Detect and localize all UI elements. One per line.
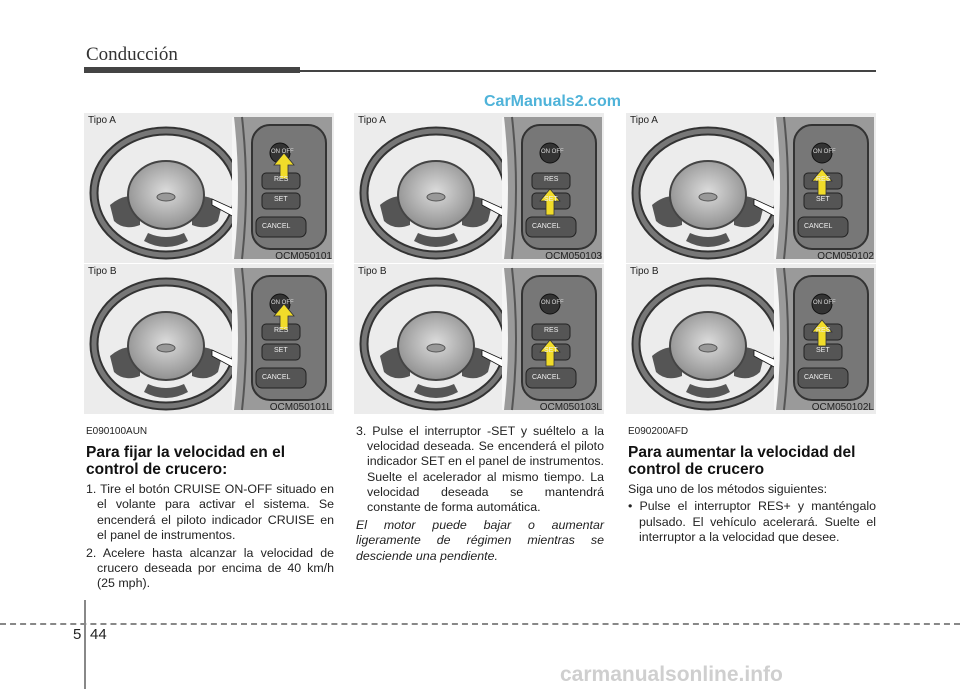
steering-wheel-illustration bbox=[84, 113, 334, 263]
left-column bbox=[86, 424, 334, 595]
figure-tipo-a-left bbox=[84, 113, 334, 263]
onoff-label: ON OFF bbox=[541, 149, 564, 155]
footer-divider bbox=[84, 600, 86, 689]
figure-type-label: Tipo A bbox=[630, 115, 658, 126]
res-label: RES bbox=[816, 327, 831, 334]
left-section-title: Para fijar la velocidad en el control de crucero: bbox=[86, 444, 286, 479]
site-watermark: carmanualsonline.info bbox=[560, 663, 783, 686]
figure-tipo-a-right bbox=[626, 113, 876, 263]
res-label: RES bbox=[544, 327, 559, 334]
figure-code: OCM050101 bbox=[275, 251, 332, 262]
onoff-label: ON OFF bbox=[541, 300, 564, 306]
right-intro: Siga uno de los métodos siguientes: bbox=[628, 482, 828, 497]
onoff-label: ON OFF bbox=[271, 149, 294, 155]
right-item-1: • Pulse el interruptor RES+ y manténgalo pulsado. El vehículo acelerará. Suelte el interruptor a la velocidad que desee. bbox=[628, 499, 876, 544]
section-number: 5 bbox=[73, 626, 82, 643]
figure-code: OCM050102L bbox=[811, 402, 874, 413]
figure-code: OCM050103L bbox=[539, 402, 602, 413]
steering-wheel-illustration bbox=[354, 264, 604, 414]
watermark-text: CarManuals2.com bbox=[484, 93, 621, 110]
mid-note: El motor puede bajar o aumentar ligeramente de régimen mientras se desciende una pendiente. bbox=[356, 518, 604, 563]
cancel-label: CANCEL bbox=[262, 223, 291, 230]
figure-tipo-b-right bbox=[626, 264, 876, 414]
onoff-label: ON OFF bbox=[271, 300, 294, 306]
page-number: 44 bbox=[90, 626, 107, 643]
mid-item-3: 3. Pulse el interruptor -SET y suéltelo a la velocidad deseada. Se encenderá el piloto indicador SET en el panel de instrumentos. Suelte el acelerador al mismo tiempo. La velocidad deseada se mantendrá constante de forma automática. bbox=[356, 424, 604, 515]
middle-column bbox=[356, 424, 604, 564]
steering-wheel-illustration bbox=[354, 113, 604, 263]
figure-type-label: Tipo B bbox=[630, 266, 659, 277]
figure-type-label: Tipo B bbox=[358, 266, 387, 277]
right-section-title: Para aumentar la velocidad del control de crucero bbox=[628, 444, 856, 479]
header-bar bbox=[84, 67, 300, 73]
onoff-label: ON OFF bbox=[813, 149, 836, 155]
set-label: SET bbox=[544, 347, 558, 354]
header-title: Conducción bbox=[86, 44, 178, 65]
res-label: RES bbox=[544, 176, 559, 183]
cancel-label: CANCEL bbox=[262, 374, 291, 381]
set-label: SET bbox=[274, 196, 288, 203]
figure-type-label: Tipo A bbox=[88, 115, 116, 126]
cancel-label: CANCEL bbox=[532, 223, 561, 230]
steering-wheel-illustration bbox=[626, 113, 876, 263]
cancel-label: CANCEL bbox=[532, 374, 561, 381]
right-section-code: E090200AFD bbox=[628, 426, 689, 437]
set-label: SET bbox=[544, 196, 558, 203]
set-label: SET bbox=[274, 347, 288, 354]
left-item-2: 2. Acelere hasta alcanzar la velocidad de crucero deseada por encima de 40 km/h (25 mph). bbox=[86, 546, 334, 591]
res-label: RES bbox=[274, 176, 289, 183]
header-rule bbox=[300, 70, 876, 72]
res-label: RES bbox=[816, 176, 831, 183]
figure-code: OCM050103 bbox=[545, 251, 602, 262]
figure-code: OCM050101L bbox=[269, 402, 332, 413]
res-label: RES bbox=[274, 327, 289, 334]
cancel-label: CANCEL bbox=[804, 223, 833, 230]
onoff-label: ON OFF bbox=[813, 300, 836, 306]
steering-wheel-illustration bbox=[626, 264, 876, 414]
figure-type-label: Tipo A bbox=[358, 115, 386, 126]
set-label: SET bbox=[816, 347, 830, 354]
figure-tipo-b-mid bbox=[354, 264, 604, 414]
figure-code: OCM050102 bbox=[817, 251, 874, 262]
left-item-1: 1. Tire el botón CRUISE ON-OFF situado en el volante para activar el sistema. Se encenderá el piloto indicador CRUISE en el panel de instrumentos. bbox=[86, 482, 334, 542]
left-section-code: E090100AUN bbox=[86, 426, 148, 437]
figure-tipo-b-left bbox=[84, 264, 334, 414]
right-column bbox=[628, 424, 876, 548]
figure-tipo-a-mid bbox=[354, 113, 604, 263]
footer-rule bbox=[0, 623, 960, 625]
figure-type-label: Tipo B bbox=[88, 266, 117, 277]
cancel-label: CANCEL bbox=[804, 374, 833, 381]
steering-wheel-illustration bbox=[84, 264, 334, 414]
set-label: SET bbox=[816, 196, 830, 203]
